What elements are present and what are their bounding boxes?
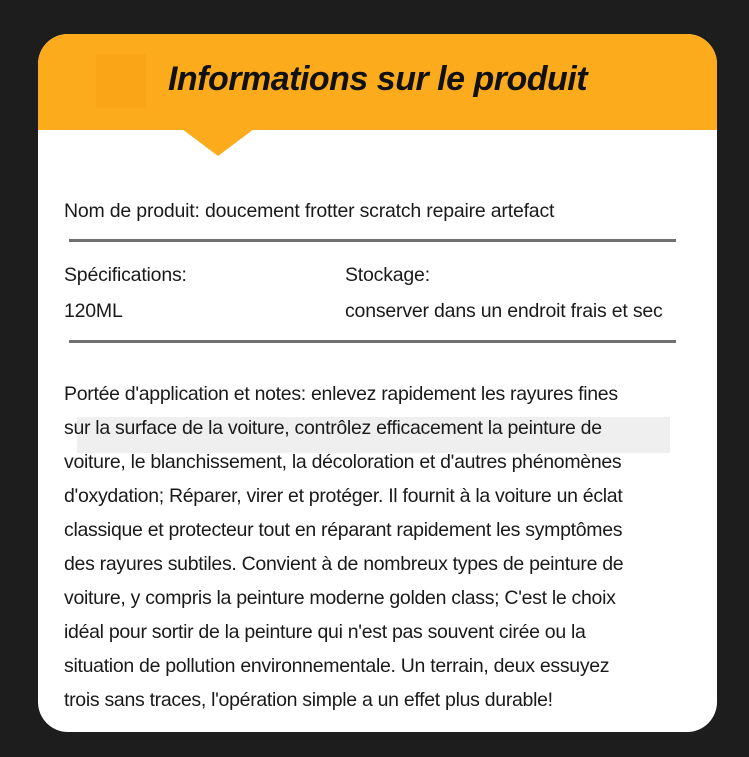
notes-line: Portée d'application et notes: enlevez rapidement les rayures fines xyxy=(64,383,618,405)
header-pointer xyxy=(182,129,254,156)
divider-bottom xyxy=(69,340,676,343)
notes-line: idéal pour sortir de la peinture qui n'est pas souvent cirée ou la xyxy=(64,621,586,643)
specifications-value: 120ML xyxy=(64,300,123,322)
application-notes xyxy=(64,377,696,717)
notes-line: voiture, y compris la peinture moderne golden class; C'est le choix xyxy=(64,587,616,609)
notes-line: sur la surface de la voiture, contrôlez efficacement la peinture de xyxy=(64,417,602,439)
notes-line: voiture, le blanchissement, la décoloration et d'autres phénomènes xyxy=(64,451,622,473)
storage-label: Stockage: xyxy=(345,264,430,286)
notes-line: d'oxydation; Réparer, virer et protéger. Il fournit à la voiture un éclat xyxy=(64,485,623,507)
notes-line: des rayures subtiles. Convient à de nombreux types de peinture de xyxy=(64,553,624,575)
page-title: Informations sur le produit xyxy=(167,60,588,98)
product-info-card xyxy=(38,34,717,732)
notes-line: trois sans traces, l'opération simple a un effet plus durable! xyxy=(64,689,553,711)
header-banner xyxy=(38,34,717,130)
specifications-label: Spécifications: xyxy=(64,264,187,286)
product-name: Nom de produit: doucement frotter scratch repaire artefact xyxy=(64,200,555,222)
storage-value: conserver dans un endroit frais et sec xyxy=(345,300,663,322)
notes-line: situation de pollution environnementale. Un terrain, deux essuyez xyxy=(64,655,610,677)
divider-top xyxy=(69,239,676,242)
notes-line: classique et protecteur tout en réparant rapidement les symptômes xyxy=(64,519,623,541)
